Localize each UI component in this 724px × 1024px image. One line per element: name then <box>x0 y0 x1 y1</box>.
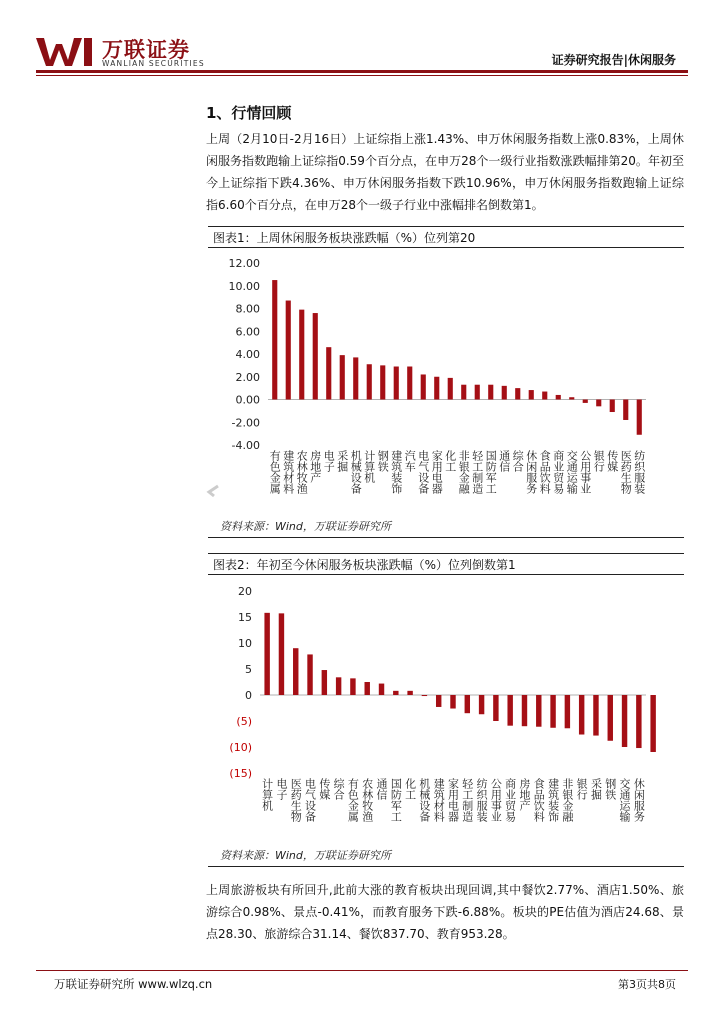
chart0-bar <box>488 385 493 400</box>
chart1-category-label: 机械设备 <box>417 778 431 822</box>
chart1-bar <box>536 695 541 727</box>
chart1-category-label: 纺织服装 <box>475 778 489 822</box>
chart1-bar <box>465 695 470 713</box>
chart0-category-label: 公用事业 <box>578 450 592 494</box>
figure1-title-rule <box>208 247 684 248</box>
chart0-bar <box>286 301 291 400</box>
chart1-bar <box>622 695 627 747</box>
chart0-bar <box>434 377 439 400</box>
chart1-category-label: 电子 <box>274 778 288 800</box>
chart1-bar <box>407 691 412 695</box>
chart1-ytick-label: (5) <box>236 715 252 728</box>
sector-detail-paragraph: 上周旅游板块有所回升,此前大涨的教育板块出现回调,其中餐饮2.77%、酒店1.50%、旅游综合0.98%、景点-0.41%，而教育服务下跌-6.88%。板块的PE估值为酒店24.68、景点28.30、旅游综合31.14、餐饮837.70、教育953.28。 <box>206 883 684 941</box>
figure1-bar-chart <box>208 250 684 518</box>
chart1-ytick-label: 20 <box>238 585 252 598</box>
chart1-category-label: 房地产 <box>517 778 531 811</box>
chart0-category-label: 休闲服务 <box>524 450 538 494</box>
chart1-ytick-label: 5 <box>245 663 252 676</box>
chart0-bar <box>461 385 466 400</box>
chart1-bar <box>493 695 498 721</box>
chart0-ytick-label: 12.00 <box>228 257 260 270</box>
chart0-bar <box>542 392 547 400</box>
chart0-category-label: 非银金融 <box>457 450 471 494</box>
chart0-bar <box>299 310 304 400</box>
chart1-bar <box>279 613 284 695</box>
chart1-bar <box>450 695 455 709</box>
chart1-bar <box>650 695 655 752</box>
chart0-category-label: 化工 <box>443 450 457 472</box>
chart0-category-label: 商业贸易 <box>551 450 565 494</box>
report-type: 证券研究报告|休闲服务 <box>551 53 676 67</box>
chart0-category-label: 国防军工 <box>484 450 498 494</box>
figure2-top-rule <box>208 553 684 554</box>
chart1-category-label: 采掘 <box>589 778 603 800</box>
chart0-bar <box>353 357 358 399</box>
chart0-ytick-label: 6.00 <box>235 325 260 339</box>
chart0-category-label: 机械设备 <box>349 450 363 494</box>
chart0-bar <box>448 378 453 400</box>
chart1-bar <box>365 682 370 695</box>
figure2-title: 图表2：年初至今休闲服务板块涨跌幅（%）位列倒数第1 <box>213 558 516 572</box>
logo-english-name: WANLIAN SECURITIES <box>102 59 205 68</box>
figure2-bar-chart <box>208 578 684 846</box>
chart1-category-label: 医药生物 <box>289 778 303 822</box>
chart0-category-label: 农林牧渔 <box>295 450 309 494</box>
chart1-category-label: 计算机 <box>260 778 274 811</box>
chart1-category-label: 商业贸易 <box>503 778 517 822</box>
chart0-bar <box>515 388 520 399</box>
figure1-source: 资料来源：Wind，万联证券研究所 <box>220 520 391 533</box>
chart1-bar <box>393 691 398 695</box>
chart0-bar <box>475 385 480 400</box>
chart1-bar <box>422 695 427 696</box>
chart0-category-label: 电子 <box>322 450 336 472</box>
chart1-category-label: 通信 <box>375 778 389 800</box>
chart0-category-label: 电气设备 <box>416 450 430 494</box>
footer-institute: 万联证券研究所 www.wlzq.cn <box>54 977 213 991</box>
chart0-bar <box>610 400 615 413</box>
chart0-category-label: 采掘 <box>335 450 349 472</box>
chart0-ytick-label: 4.00 <box>235 348 260 361</box>
chart1-bar <box>565 695 570 728</box>
chart1-bar <box>350 678 355 695</box>
chart1-category-label: 交通运输 <box>618 778 632 822</box>
chart0-category-label: 通信 <box>497 450 511 472</box>
chart0-bar <box>394 367 399 400</box>
chart0-bar <box>367 364 372 399</box>
header-rule-thick <box>36 70 688 73</box>
footer-rule <box>36 970 688 971</box>
chart1-ytick-label: 10 <box>238 637 252 650</box>
chart1-bar <box>322 670 327 695</box>
figure2-source: 资料来源：Wind，万联证券研究所 <box>220 849 391 862</box>
logo-chinese-name: 万联证券 <box>102 38 190 62</box>
chart1-category-label: 电气设备 <box>303 778 317 822</box>
chart0-bar <box>556 395 561 400</box>
figure2-bottom-rule <box>208 866 684 867</box>
chart0-category-label: 建筑材料 <box>281 450 295 494</box>
chart0-bar <box>326 347 331 399</box>
chart1-ytick-label: (15) <box>229 767 252 780</box>
chart0-ytick-label: 2.00 <box>235 370 260 384</box>
figure1-top-rule <box>208 226 684 227</box>
chart0-bar <box>596 400 601 407</box>
chart1-ytick-label: 15 <box>238 611 252 624</box>
figure1-title: 图表1：上周休闲服务板块涨跌幅（%）位列第20 <box>213 231 476 245</box>
chart1-bar <box>479 695 484 714</box>
chart0-ytick-label: -2.00 <box>231 416 260 430</box>
chart1-bar <box>436 695 441 707</box>
chart1-category-label: 非银金融 <box>560 778 574 822</box>
chart0-category-label: 综合 <box>511 450 525 472</box>
chart0-category-label: 传媒 <box>605 450 619 472</box>
chart0-bar <box>637 400 642 435</box>
chart0-bar <box>569 397 574 399</box>
chart1-bar <box>522 695 527 726</box>
chart0-bar <box>502 386 507 400</box>
chart0-category-label: 轻工制造 <box>470 450 484 494</box>
chart0-bar <box>272 280 277 399</box>
chart1-category-label: 传媒 <box>317 778 331 800</box>
chart1-bar <box>379 684 384 695</box>
chart1-bar <box>264 613 269 695</box>
chart1-bar <box>336 677 341 695</box>
chart0-bar <box>583 400 588 403</box>
page-number: 第3页共8页 <box>618 978 676 991</box>
figure2-title-rule <box>208 574 684 575</box>
chart1-category-label: 有色金属 <box>346 778 360 822</box>
chart1-bar <box>293 648 298 695</box>
chart0-category-label: 有色金属 <box>268 450 282 494</box>
chart0-ytick-label: 0.00 <box>235 393 260 407</box>
chart1-category-label: 钢铁 <box>603 778 617 800</box>
chart1-category-label: 家用电器 <box>446 778 460 822</box>
chart1-category-label: 化工 <box>403 778 417 800</box>
chart1-category-label: 休闲服务 <box>632 778 646 822</box>
chart1-bar <box>307 654 312 695</box>
chart0-category-label: 家用电器 <box>430 450 444 494</box>
section-title: 1、行情回顾 <box>206 104 292 122</box>
chart0-ytick-label: 8.00 <box>235 302 260 316</box>
chart1-category-label: 银行 <box>575 778 589 800</box>
chart0-category-label: 银行 <box>592 450 606 472</box>
chart0-bar <box>380 365 385 399</box>
chart1-category-label: 综合 <box>332 778 346 800</box>
chart0-bar <box>407 367 412 400</box>
chart1-category-label: 国防军工 <box>389 778 403 822</box>
market-review-paragraph: 上周（2月10日-2月16日）上证综指上涨1.43%、申万休闲服务指数上涨0.83%，上周休闲服务指数跑输上证综指0.59个百分点，在申万28个一级行业指数涨跌幅排第20。年初至今上证综指下跌4.36%、申万休闲服务指数下跌10.96%，申万休闲服务指数跑输上证综指6.60个百分点，在申万28个一级子行业中涨幅排名倒数第1。 <box>206 132 684 212</box>
chart0-bar <box>313 313 318 399</box>
chart0-category-label: 计算机 <box>362 450 376 483</box>
chart0-category-label: 建筑装饰 <box>389 450 403 494</box>
chart0-category-label: 食品饮料 <box>538 450 552 494</box>
chart0-ytick-label: -4.00 <box>231 439 260 452</box>
chart1-category-label: 公用事业 <box>489 778 503 822</box>
chart1-bar <box>608 695 613 741</box>
chart1-category-label: 轻工制造 <box>460 778 474 822</box>
chart1-category-label: 农林牧渔 <box>360 778 374 822</box>
chart0-bar <box>529 390 534 399</box>
chart0-bar <box>421 374 426 399</box>
figure1-bottom-rule <box>208 537 684 538</box>
chart1-category-label: 食品饮料 <box>532 778 546 822</box>
header-rule-thin <box>36 75 688 76</box>
chart1-bar <box>593 695 598 736</box>
chart0-bar <box>340 355 345 399</box>
chart1-bar <box>550 695 555 728</box>
wanlian-logo-icon <box>36 36 94 68</box>
chart1-category-label: 建筑材料 <box>432 778 446 822</box>
chart1-bar <box>507 695 512 726</box>
chart1-ytick-label: 0 <box>245 689 252 702</box>
chart1-bar <box>636 695 641 748</box>
chart0-ytick-label: 10.00 <box>228 279 260 293</box>
corner-mark-icon <box>206 484 220 498</box>
chart1-ytick-label: (10) <box>229 741 252 754</box>
chart1-bar <box>579 695 584 735</box>
chart0-category-label: 钢铁 <box>376 450 390 472</box>
chart0-category-label: 交通运输 <box>565 450 579 494</box>
chart0-category-label: 房地产 <box>308 450 322 483</box>
chart0-category-label: 纺织服装 <box>632 450 646 494</box>
chart0-category-label: 汽车 <box>403 450 417 472</box>
chart0-bar <box>623 400 628 420</box>
chart0-category-label: 医药生物 <box>619 450 633 494</box>
chart1-category-label: 建筑装饰 <box>546 778 560 822</box>
